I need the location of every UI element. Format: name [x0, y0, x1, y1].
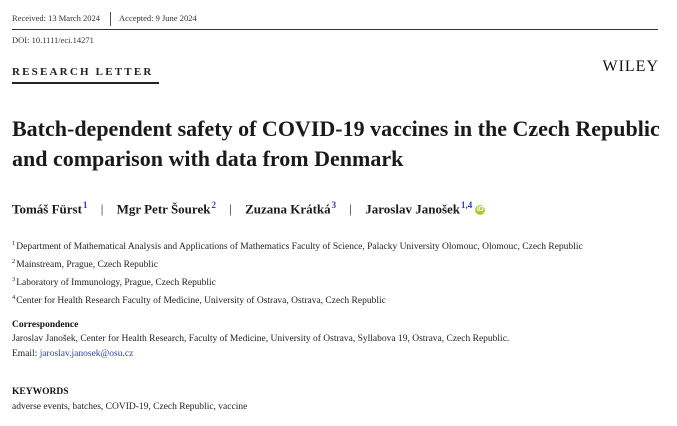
affiliation-text: Department of Mathematical Analysis and Applications of Mathematics Faculty of Science, Palacky University Olomouc, Olomouc, Czech Republic	[16, 242, 583, 253]
author-name[interactable]: Tomáš Fürst	[12, 201, 82, 217]
author-name[interactable]: Mgr Petr Šourek	[116, 201, 211, 217]
accepted-date: Accepted: 9 June 2024	[119, 12, 197, 23]
email-label: Email:	[12, 349, 38, 359]
article-title: Batch-dependent safety of COVID-19 vaccines in the Czech Republic and comparison with data from Denmark	[12, 116, 660, 171]
affiliation-number: 1	[12, 240, 16, 247]
author-affiliation-ref[interactable]: 2	[211, 200, 216, 210]
affiliation-number: 2	[12, 258, 16, 265]
affiliation-text: Laboratory of Immunology, Prague, Czech Republic	[16, 278, 216, 289]
date-separator	[110, 12, 111, 26]
keywords-list: adverse events, batches, COVID-19, Czech Republic, vaccine	[12, 402, 248, 412]
affiliation-item	[12, 235, 583, 253]
author-separator: |	[229, 201, 232, 217]
section-underline	[12, 82, 159, 84]
section-label: RESEARCH LETTER	[12, 66, 154, 78]
author-separator: |	[349, 201, 353, 217]
affiliation-text: Mainstream, Prague, Czech Republic	[16, 260, 158, 271]
publisher-logo[interactable]: WILEY	[602, 58, 659, 75]
author-list	[12, 200, 485, 217]
author-affiliation-ref[interactable]: 1,4	[461, 200, 473, 210]
affiliation-number: 4	[12, 294, 16, 301]
doi-text: DOI: 10.1111/eci.14271	[12, 35, 94, 45]
email-link[interactable]: jaroslav.janosek@osu.cz	[39, 349, 134, 359]
author-name[interactable]: Zuzana Krátká	[245, 201, 331, 217]
header-divider	[12, 29, 658, 30]
author-name[interactable]: Jaroslav Janošek	[365, 201, 461, 217]
affiliation-item	[12, 253, 583, 271]
orcid-icon[interactable]: iD	[476, 206, 484, 214]
author-affiliation-ref[interactable]: 1	[82, 200, 88, 210]
keywords-heading: KEYWORDS	[12, 387, 69, 397]
correspondence-address: Jaroslav Janošek, Center for Health Research, Faculty of Medicine, University of Ostrava, Syllabova 19, Ostrava, Czech Republic.	[12, 334, 510, 344]
affiliation-item	[12, 289, 583, 307]
author-separator: |	[100, 201, 104, 217]
correspondence-email-line	[12, 349, 133, 359]
affiliation-text: Center for Health Research Faculty of Medicine, University of Ostrava, Ostrava, Czech Republic	[16, 296, 386, 307]
author-affiliation-ref[interactable]: 3	[331, 200, 337, 210]
affiliations	[12, 235, 583, 307]
received-date: Received: 13 March 2024	[12, 12, 101, 23]
submission-dates	[12, 12, 197, 26]
affiliation-item	[12, 271, 583, 289]
affiliation-number: 3	[12, 276, 16, 283]
correspondence-heading: Correspondence	[12, 320, 79, 330]
